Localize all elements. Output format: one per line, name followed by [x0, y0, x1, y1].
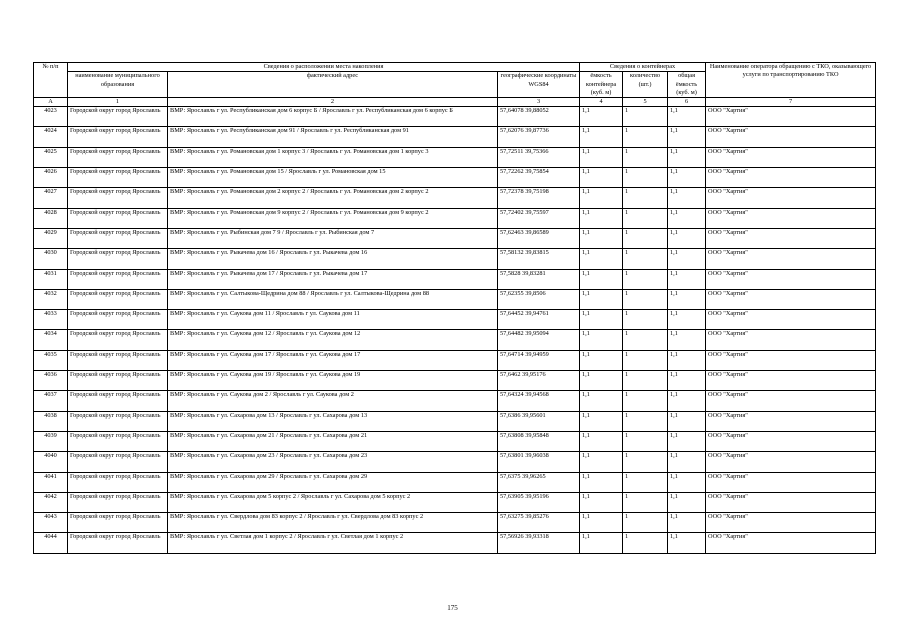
- table-row: [34, 452, 876, 472]
- table-row: [34, 107, 876, 127]
- capacity-cell: 1,1: [580, 289, 623, 309]
- row-number-cell: 4024: [34, 127, 68, 147]
- header-total: общая ёмкость (куб. м): [668, 72, 706, 98]
- row-number-cell: 4042: [34, 492, 68, 512]
- row-number-cell: 4029: [34, 228, 68, 248]
- coords-cell: 57,63275 39,85276: [498, 513, 580, 533]
- waste-sites-table: [33, 62, 876, 554]
- municipality-cell: Городской округ город Ярославль: [68, 431, 168, 451]
- quantity-cell: 1: [623, 127, 668, 147]
- total-capacity-cell: 1,1: [668, 249, 706, 269]
- address-cell: ВМР: Ярославль г ул. Рыкачева дом 16 / Ярославль г ул. Рыкачева дом 16: [168, 249, 498, 269]
- operator-cell: ООО "Хартия": [706, 330, 876, 350]
- total-capacity-cell: 1,1: [668, 431, 706, 451]
- address-cell: ВМР: Ярославль г ул. Республиканская дом 6 корпус Б / Ярославль г ул. Республиканская дом 6 корпус Б: [168, 107, 498, 127]
- coords-cell: 57,6375 39,96265: [498, 472, 580, 492]
- quantity-cell: 1: [623, 492, 668, 512]
- operator-cell: ООО "Хартия": [706, 310, 876, 330]
- operator-cell: ООО "Хартия": [706, 127, 876, 147]
- coords-cell: 57,64482 39,95094: [498, 330, 580, 350]
- row-number-cell: 4033: [34, 310, 68, 330]
- coords-cell: 57,58132 39,83815: [498, 249, 580, 269]
- row-number-cell: 4037: [34, 391, 68, 411]
- header-address: фактический адрес: [168, 72, 498, 98]
- municipality-cell: Городской округ город Ярославль: [68, 289, 168, 309]
- table-header: [34, 63, 876, 107]
- total-capacity-cell: 1,1: [668, 107, 706, 127]
- operator-cell: ООО "Хартия": [706, 533, 876, 553]
- row-number-cell: 4038: [34, 411, 68, 431]
- address-cell: ВМР: Ярославль г ул. Свердлова дом 83 корпус 2 / Ярославль г ул. Свердлова дом 83 корпус 2: [168, 513, 498, 533]
- coords-cell: 57,6462 39,95176: [498, 371, 580, 391]
- total-capacity-cell: 1,1: [668, 147, 706, 167]
- coords-cell: 57,63905 39,95196: [498, 492, 580, 512]
- operator-cell: ООО "Хартия": [706, 411, 876, 431]
- capacity-cell: 1,1: [580, 107, 623, 127]
- header-operator: Наименование оператора обращению с ТКО, оказывающего услуги по транспортированию ТКО: [706, 63, 876, 98]
- index-cell: 2: [168, 98, 498, 107]
- address-cell: ВМР: Ярославль г ул. Сахарова дом 5 корпус 2 / Ярославль г ул. Сахарова дом 5 корпус 2: [168, 492, 498, 512]
- address-cell: ВМР: Ярославль г ул. Саукова дом 19 / Ярославль г ул. Саукова дом 19: [168, 371, 498, 391]
- header-row-groups: [34, 63, 876, 72]
- quantity-cell: 1: [623, 107, 668, 127]
- header-num: № п/п: [34, 63, 68, 98]
- address-cell: ВМР: Ярославль г ул. Саукова дом 11 / Ярославль г ул. Саукова дом 11: [168, 310, 498, 330]
- address-cell: ВМР: Ярославль г ул. Сахарова дом 21 / Ярославль г ул. Сахарова дом 21: [168, 431, 498, 451]
- row-number-cell: 4044: [34, 533, 68, 553]
- quantity-cell: 1: [623, 147, 668, 167]
- municipality-cell: Городской округ город Ярославль: [68, 391, 168, 411]
- row-number-cell: 4032: [34, 289, 68, 309]
- table-row: [34, 310, 876, 330]
- capacity-cell: 1,1: [580, 391, 623, 411]
- capacity-cell: 1,1: [580, 127, 623, 147]
- capacity-cell: 1,1: [580, 472, 623, 492]
- page-number: 175: [447, 604, 458, 612]
- row-number-cell: 4027: [34, 188, 68, 208]
- municipality-cell: Городской округ город Ярославль: [68, 513, 168, 533]
- quantity-cell: 1: [623, 289, 668, 309]
- municipality-cell: Городской округ город Ярославль: [68, 208, 168, 228]
- row-number-cell: 4041: [34, 472, 68, 492]
- address-cell: ВМР: Ярославль г ул. Романовская дом 2 корпус 2 / Ярославль г ул. Романовская дом 2 корпус 2: [168, 188, 498, 208]
- operator-cell: ООО "Хартия": [706, 513, 876, 533]
- municipality-cell: Городской округ город Ярославль: [68, 147, 168, 167]
- municipality-cell: Городской округ город Ярославль: [68, 269, 168, 289]
- quantity-cell: 1: [623, 228, 668, 248]
- quantity-cell: 1: [623, 431, 668, 451]
- municipality-cell: Городской округ город Ярославль: [68, 107, 168, 127]
- total-capacity-cell: 1,1: [668, 391, 706, 411]
- municipality-cell: Городской округ город Ярославль: [68, 127, 168, 147]
- total-capacity-cell: 1,1: [668, 208, 706, 228]
- total-capacity-cell: 1,1: [668, 269, 706, 289]
- row-number-cell: 4035: [34, 350, 68, 370]
- quantity-cell: 1: [623, 513, 668, 533]
- capacity-cell: 1,1: [580, 350, 623, 370]
- coords-cell: 57,63801 39,96038: [498, 452, 580, 472]
- row-number-cell: 4023: [34, 107, 68, 127]
- municipality-cell: Городской округ город Ярославль: [68, 350, 168, 370]
- address-cell: ВМР: Ярославль г ул. Романовская дом 9 корпус 2 / Ярославль г ул. Романовская дом 9 корпус 2: [168, 208, 498, 228]
- quantity-cell: 1: [623, 411, 668, 431]
- coords-cell: 57,56926 39,93318: [498, 533, 580, 553]
- table-row: [34, 533, 876, 553]
- operator-cell: ООО "Хартия": [706, 147, 876, 167]
- index-cell: 4: [580, 98, 623, 107]
- address-cell: ВМР: Ярославль г ул. Романовская дом 1 корпус 3 / Ярославль г ул. Романовская дом 1 корпус 3: [168, 147, 498, 167]
- row-number-cell: 4039: [34, 431, 68, 451]
- row-number-cell: 4031: [34, 269, 68, 289]
- total-capacity-cell: 1,1: [668, 289, 706, 309]
- index-cell: 3: [498, 98, 580, 107]
- table-row: [34, 249, 876, 269]
- capacity-cell: 1,1: [580, 533, 623, 553]
- row-number-cell: 4026: [34, 168, 68, 188]
- row-number-cell: 4034: [34, 330, 68, 350]
- quantity-cell: 1: [623, 533, 668, 553]
- header-capacity: ёмкость контейнера (куб. м): [580, 72, 623, 98]
- total-capacity-cell: 1,1: [668, 371, 706, 391]
- capacity-cell: 1,1: [580, 492, 623, 512]
- table-row: [34, 411, 876, 431]
- quantity-cell: 1: [623, 472, 668, 492]
- row-number-cell: 4028: [34, 208, 68, 228]
- quantity-cell: 1: [623, 371, 668, 391]
- table-row: [34, 350, 876, 370]
- row-number-cell: 4025: [34, 147, 68, 167]
- operator-cell: ООО "Хартия": [706, 228, 876, 248]
- municipality-cell: Городской округ город Ярославль: [68, 411, 168, 431]
- quantity-cell: 1: [623, 452, 668, 472]
- table-row: [34, 269, 876, 289]
- table-row: [34, 513, 876, 533]
- total-capacity-cell: 1,1: [668, 472, 706, 492]
- coords-cell: 57,62355 39,8506: [498, 289, 580, 309]
- coords-cell: 57,72511 39,75366: [498, 147, 580, 167]
- capacity-cell: 1,1: [580, 330, 623, 350]
- municipality-cell: Городской округ город Ярославль: [68, 533, 168, 553]
- address-cell: ВМР: Ярославль г ул. Сахарова дом 29 / Ярославль г ул. Сахарова дом 29: [168, 472, 498, 492]
- capacity-cell: 1,1: [580, 228, 623, 248]
- table-row: [34, 391, 876, 411]
- capacity-cell: 1,1: [580, 431, 623, 451]
- capacity-cell: 1,1: [580, 452, 623, 472]
- total-capacity-cell: 1,1: [668, 127, 706, 147]
- municipality-cell: Городской округ город Ярославль: [68, 168, 168, 188]
- row-number-cell: 4036: [34, 371, 68, 391]
- total-capacity-cell: 1,1: [668, 168, 706, 188]
- table-row: [34, 127, 876, 147]
- municipality-cell: Городской округ город Ярославль: [68, 249, 168, 269]
- header-index-row: [34, 98, 876, 107]
- municipality-cell: Городской округ город Ярославль: [68, 492, 168, 512]
- index-cell: 6: [668, 98, 706, 107]
- municipality-cell: Городской округ город Ярославль: [68, 310, 168, 330]
- coords-cell: 57,64714 39,94959: [498, 350, 580, 370]
- index-cell: 7: [706, 98, 876, 107]
- quantity-cell: 1: [623, 330, 668, 350]
- address-cell: ВМР: Ярославль г ул. Рыбинская дом 7 9 / Ярославль г ул. Рыбинская дом 7: [168, 228, 498, 248]
- table-row: [34, 289, 876, 309]
- header-containers-group: Сведения о контейнерах: [580, 63, 706, 72]
- capacity-cell: 1,1: [580, 269, 623, 289]
- header-coords: географические координаты WGS84: [498, 72, 580, 98]
- table-row: [34, 208, 876, 228]
- coords-cell: 57,72378 39,75198: [498, 188, 580, 208]
- row-number-cell: 4030: [34, 249, 68, 269]
- row-number-cell: 4040: [34, 452, 68, 472]
- coords-cell: 57,62076 39,87736: [498, 127, 580, 147]
- address-cell: ВМР: Ярославль г ул. Саукова дом 17 / Ярославль г ул. Саукова дом 17: [168, 350, 498, 370]
- coords-cell: 57,64452 39,94761: [498, 310, 580, 330]
- address-cell: ВМР: Ярославль г ул. Светлая дом 1 корпус 2 / Ярославль г ул. Светлая дом 1 корпус 2: [168, 533, 498, 553]
- operator-cell: ООО "Хартия": [706, 249, 876, 269]
- table-row: [34, 330, 876, 350]
- municipality-cell: Городской округ город Ярославль: [68, 188, 168, 208]
- index-cell: 5: [623, 98, 668, 107]
- operator-cell: ООО "Хартия": [706, 371, 876, 391]
- capacity-cell: 1,1: [580, 249, 623, 269]
- coords-cell: 57,62463 39,86589: [498, 228, 580, 248]
- operator-cell: ООО "Хартия": [706, 269, 876, 289]
- address-cell: ВМР: Ярославль г ул. Сахарова дом 13 / Ярославль г ул. Сахарова дом 13: [168, 411, 498, 431]
- municipality-cell: Городской округ город Ярославль: [68, 228, 168, 248]
- address-cell: ВМР: Ярославль г ул. Саукова дом 12 / Ярославль г ул. Саукова дом 12: [168, 330, 498, 350]
- index-cell: А: [34, 98, 68, 107]
- quantity-cell: 1: [623, 350, 668, 370]
- table-row: [34, 147, 876, 167]
- header-location-group: Сведения о расположении места накопления: [68, 63, 580, 72]
- total-capacity-cell: 1,1: [668, 188, 706, 208]
- operator-cell: ООО "Хартия": [706, 492, 876, 512]
- operator-cell: ООО "Хартия": [706, 208, 876, 228]
- capacity-cell: 1,1: [580, 513, 623, 533]
- total-capacity-cell: 1,1: [668, 452, 706, 472]
- operator-cell: ООО "Хартия": [706, 391, 876, 411]
- operator-cell: ООО "Хартия": [706, 289, 876, 309]
- address-cell: ВМР: Ярославль г ул. Салтыкова-Щедрина дом 88 / Ярославль г ул. Салтыкова-Щедрина дом 88: [168, 289, 498, 309]
- quantity-cell: 1: [623, 391, 668, 411]
- coords-cell: 57,5828 39,83281: [498, 269, 580, 289]
- operator-cell: ООО "Хартия": [706, 188, 876, 208]
- total-capacity-cell: 1,1: [668, 411, 706, 431]
- quantity-cell: 1: [623, 208, 668, 228]
- table-row: [34, 371, 876, 391]
- capacity-cell: 1,1: [580, 310, 623, 330]
- capacity-cell: 1,1: [580, 188, 623, 208]
- quantity-cell: 1: [623, 188, 668, 208]
- row-number-cell: 4043: [34, 513, 68, 533]
- operator-cell: ООО "Хартия": [706, 168, 876, 188]
- coords-cell: 57,72262 39,75854: [498, 168, 580, 188]
- municipality-cell: Городской округ город Ярославль: [68, 330, 168, 350]
- table-row: [34, 431, 876, 451]
- header-quantity: количество (шт.): [623, 72, 668, 98]
- operator-cell: ООО "Хартия": [706, 472, 876, 492]
- capacity-cell: 1,1: [580, 411, 623, 431]
- municipality-cell: Городской округ город Ярославль: [68, 472, 168, 492]
- operator-cell: ООО "Хартия": [706, 107, 876, 127]
- table-row: [34, 188, 876, 208]
- table-row: [34, 472, 876, 492]
- capacity-cell: 1,1: [580, 208, 623, 228]
- total-capacity-cell: 1,1: [668, 513, 706, 533]
- operator-cell: ООО "Хартия": [706, 431, 876, 451]
- table-body: [34, 107, 876, 554]
- quantity-cell: 1: [623, 310, 668, 330]
- address-cell: ВМР: Ярославль г ул. Рыкачева дом 17 / Ярославль г ул. Рыкачева дом 17: [168, 269, 498, 289]
- quantity-cell: 1: [623, 249, 668, 269]
- address-cell: ВМР: Ярославль г ул. Сахарова дом 23 / Ярославль г ул. Сахарова дом 23: [168, 452, 498, 472]
- coords-cell: 57,64324 39,94568: [498, 391, 580, 411]
- operator-cell: ООО "Хартия": [706, 350, 876, 370]
- address-cell: ВМР: Ярославль г ул. Саукова дом 2 / Ярославль г ул. Саукова дом 2: [168, 391, 498, 411]
- total-capacity-cell: 1,1: [668, 492, 706, 512]
- total-capacity-cell: 1,1: [668, 310, 706, 330]
- table-row: [34, 168, 876, 188]
- coords-cell: 57,72402 39,75597: [498, 208, 580, 228]
- table-row: [34, 492, 876, 512]
- quantity-cell: 1: [623, 269, 668, 289]
- total-capacity-cell: 1,1: [668, 533, 706, 553]
- capacity-cell: 1,1: [580, 371, 623, 391]
- coords-cell: 57,6386 39,95601: [498, 411, 580, 431]
- coords-cell: 57,63808 39,95848: [498, 431, 580, 451]
- address-cell: ВМР: Ярославль г ул. Республиканская дом 91 / Ярославль г ул. Республиканская дом 91: [168, 127, 498, 147]
- table-row: [34, 228, 876, 248]
- total-capacity-cell: 1,1: [668, 350, 706, 370]
- total-capacity-cell: 1,1: [668, 330, 706, 350]
- operator-cell: ООО "Хартия": [706, 452, 876, 472]
- address-cell: ВМР: Ярославль г ул. Романовская дом 15 / Ярославль г ул. Романовская дом 15: [168, 168, 498, 188]
- quantity-cell: 1: [623, 168, 668, 188]
- capacity-cell: 1,1: [580, 168, 623, 188]
- header-municipality: наименование муниципального образования: [68, 72, 168, 98]
- municipality-cell: Городской округ город Ярославль: [68, 452, 168, 472]
- capacity-cell: 1,1: [580, 147, 623, 167]
- municipality-cell: Городской округ город Ярославль: [68, 371, 168, 391]
- index-cell: 1: [68, 98, 168, 107]
- total-capacity-cell: 1,1: [668, 228, 706, 248]
- coords-cell: 57,64078 39,88052: [498, 107, 580, 127]
